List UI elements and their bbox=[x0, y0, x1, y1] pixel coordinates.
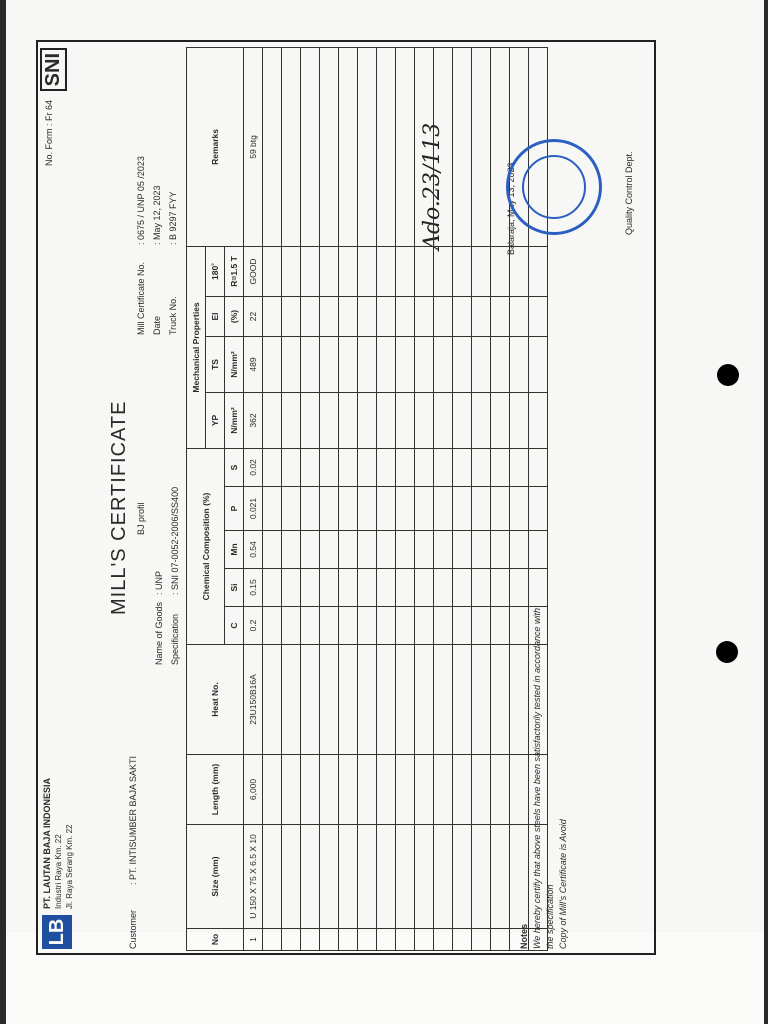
cell-no: 1 bbox=[244, 929, 263, 951]
empty-table-row bbox=[472, 47, 491, 950]
empty-cell bbox=[396, 448, 415, 486]
empty-cell bbox=[339, 246, 358, 296]
company-logo: LB bbox=[42, 915, 72, 949]
notes-line-2: the specification bbox=[545, 884, 555, 949]
empty-cell bbox=[320, 336, 339, 392]
empty-cell bbox=[282, 392, 301, 448]
empty-cell bbox=[510, 487, 529, 531]
empty-table-row bbox=[282, 47, 301, 950]
empty-cell bbox=[453, 825, 472, 929]
empty-cell bbox=[320, 645, 339, 755]
empty-cell bbox=[301, 246, 320, 296]
empty-cell bbox=[339, 487, 358, 531]
empty-cell bbox=[358, 487, 377, 531]
empty-cell bbox=[320, 607, 339, 645]
empty-cell bbox=[377, 645, 396, 755]
empty-cell bbox=[491, 487, 510, 531]
empty-cell bbox=[339, 336, 358, 392]
empty-cell bbox=[320, 448, 339, 486]
empty-cell bbox=[529, 246, 548, 296]
empty-cell bbox=[472, 645, 491, 755]
empty-cell bbox=[453, 531, 472, 569]
empty-table-row bbox=[320, 47, 339, 950]
empty-cell bbox=[301, 448, 320, 486]
empty-cell bbox=[263, 448, 282, 486]
empty-cell bbox=[377, 296, 396, 336]
empty-cell bbox=[453, 569, 472, 607]
cell-yp: 362 bbox=[244, 392, 263, 448]
empty-cell bbox=[320, 825, 339, 929]
empty-cell bbox=[339, 825, 358, 929]
empty-cell bbox=[434, 392, 453, 448]
empty-cell bbox=[415, 929, 434, 951]
empty-cell bbox=[358, 607, 377, 645]
empty-cell bbox=[301, 607, 320, 645]
col-header-mn: Mn bbox=[225, 531, 244, 569]
empty-cell bbox=[263, 825, 282, 929]
empty-cell bbox=[529, 531, 548, 569]
table-row bbox=[244, 47, 263, 950]
specification-value: : SNI 07-0052-2006/SS400 bbox=[170, 486, 180, 595]
empty-cell bbox=[453, 929, 472, 951]
empty-cell bbox=[263, 487, 282, 531]
empty-cell bbox=[282, 531, 301, 569]
empty-table-row bbox=[263, 47, 282, 950]
sign-place-date: Balaraja, May 13, 2023 bbox=[506, 162, 516, 255]
empty-cell bbox=[434, 296, 453, 336]
notes-line-1: We hereby certify that above steels have been satisfactorily tested in accordance with bbox=[532, 607, 542, 949]
empty-cell bbox=[453, 448, 472, 486]
empty-cell bbox=[453, 336, 472, 392]
empty-cell bbox=[491, 531, 510, 569]
empty-cell bbox=[472, 296, 491, 336]
empty-cell bbox=[377, 246, 396, 296]
empty-cell bbox=[282, 246, 301, 296]
cell-bend: GOOD bbox=[244, 246, 263, 296]
empty-cell bbox=[339, 929, 358, 951]
company-name: PT. LAUTAN BAJA INDONESIA bbox=[42, 777, 52, 909]
col-header-s: S bbox=[225, 448, 244, 486]
col-header-p: P bbox=[225, 487, 244, 531]
empty-cell bbox=[282, 645, 301, 755]
empty-cell bbox=[263, 47, 282, 246]
cell-p: 0.021 bbox=[244, 487, 263, 531]
empty-cell bbox=[396, 296, 415, 336]
cell-remarks: 59 btg bbox=[244, 47, 263, 246]
empty-cell bbox=[282, 569, 301, 607]
empty-cell bbox=[415, 296, 434, 336]
empty-cell bbox=[453, 645, 472, 755]
empty-cell bbox=[377, 336, 396, 392]
empty-cell bbox=[472, 448, 491, 486]
empty-cell bbox=[453, 607, 472, 645]
empty-cell bbox=[377, 929, 396, 951]
col-header-length: Length (mm) bbox=[187, 755, 244, 825]
empty-cell bbox=[453, 755, 472, 825]
empty-cell bbox=[358, 569, 377, 607]
empty-table-row bbox=[434, 47, 453, 950]
empty-cell bbox=[491, 336, 510, 392]
date-value: : May 12, 2023 bbox=[152, 185, 162, 245]
empty-cell bbox=[396, 645, 415, 755]
empty-cell bbox=[377, 825, 396, 929]
empty-cell bbox=[472, 531, 491, 569]
cell-mn: 0.54 bbox=[244, 531, 263, 569]
empty-cell bbox=[282, 448, 301, 486]
empty-rows bbox=[263, 47, 548, 950]
empty-cell bbox=[282, 607, 301, 645]
empty-cell bbox=[320, 929, 339, 951]
empty-cell bbox=[472, 607, 491, 645]
col-header-mech: Mechanical Properties bbox=[187, 246, 206, 448]
empty-cell bbox=[415, 487, 434, 531]
empty-cell bbox=[510, 531, 529, 569]
empty-cell bbox=[358, 825, 377, 929]
empty-cell bbox=[339, 645, 358, 755]
empty-cell bbox=[472, 487, 491, 531]
empty-cell bbox=[415, 531, 434, 569]
empty-cell bbox=[377, 448, 396, 486]
empty-cell bbox=[320, 569, 339, 607]
empty-cell bbox=[282, 487, 301, 531]
empty-cell bbox=[472, 392, 491, 448]
empty-cell bbox=[282, 47, 301, 246]
col-header-si: Si bbox=[225, 569, 244, 607]
empty-cell bbox=[434, 487, 453, 531]
empty-cell bbox=[491, 607, 510, 645]
empty-cell bbox=[415, 336, 434, 392]
empty-cell bbox=[510, 569, 529, 607]
empty-cell bbox=[358, 448, 377, 486]
empty-cell bbox=[491, 825, 510, 929]
empty-cell bbox=[415, 825, 434, 929]
empty-cell bbox=[529, 487, 548, 531]
empty-table-row bbox=[339, 47, 358, 950]
empty-cell bbox=[301, 47, 320, 246]
cell-length: 6,000 bbox=[244, 755, 263, 825]
col-header-yp: YP bbox=[206, 392, 225, 448]
empty-cell bbox=[396, 246, 415, 296]
empty-cell bbox=[396, 531, 415, 569]
empty-cell bbox=[510, 336, 529, 392]
empty-cell bbox=[396, 929, 415, 951]
cell-ts: 489 bbox=[244, 336, 263, 392]
empty-cell bbox=[434, 929, 453, 951]
empty-cell bbox=[358, 246, 377, 296]
col-header-bend-unit: R=1.5 T bbox=[225, 246, 244, 296]
empty-cell bbox=[396, 487, 415, 531]
empty-table-row bbox=[301, 47, 320, 950]
empty-cell bbox=[301, 755, 320, 825]
empty-cell bbox=[415, 755, 434, 825]
cell-el: 22 bbox=[244, 296, 263, 336]
empty-cell bbox=[491, 296, 510, 336]
empty-table-row bbox=[396, 47, 415, 950]
empty-cell bbox=[491, 392, 510, 448]
company-address-1: Industri Raya Km. 22 bbox=[54, 834, 63, 909]
cell-size: U 150 X 75 X 6.5 X 10 bbox=[244, 825, 263, 929]
empty-cell bbox=[282, 929, 301, 951]
specification-label: Specification bbox=[170, 613, 180, 665]
certificate-table bbox=[186, 47, 548, 951]
truck-value: : B 9297 FYY bbox=[168, 191, 178, 245]
empty-cell bbox=[377, 487, 396, 531]
empty-cell bbox=[320, 531, 339, 569]
empty-cell bbox=[263, 569, 282, 607]
notes-block bbox=[518, 608, 570, 949]
empty-cell bbox=[263, 607, 282, 645]
document-subtitle: BJ profil bbox=[136, 502, 146, 535]
empty-cell bbox=[396, 607, 415, 645]
empty-cell bbox=[529, 336, 548, 392]
empty-cell bbox=[472, 755, 491, 825]
empty-cell bbox=[263, 929, 282, 951]
empty-cell bbox=[396, 47, 415, 246]
empty-cell bbox=[339, 607, 358, 645]
empty-cell bbox=[415, 607, 434, 645]
empty-table-row bbox=[377, 47, 396, 950]
empty-cell bbox=[396, 755, 415, 825]
empty-cell bbox=[529, 448, 548, 486]
empty-cell bbox=[415, 448, 434, 486]
col-header-ts: TS bbox=[206, 336, 225, 392]
empty-cell bbox=[453, 47, 472, 246]
empty-cell bbox=[377, 47, 396, 246]
empty-cell bbox=[301, 487, 320, 531]
empty-cell bbox=[377, 755, 396, 825]
empty-cell bbox=[358, 336, 377, 392]
empty-cell bbox=[301, 929, 320, 951]
empty-cell bbox=[320, 392, 339, 448]
empty-table-row bbox=[358, 47, 377, 950]
empty-cell bbox=[339, 47, 358, 246]
col-header-size: Size (mm) bbox=[187, 825, 244, 929]
goods-label: Name of Goods bbox=[154, 601, 164, 665]
truck-label: Truck No. bbox=[168, 296, 178, 335]
punch-hole-bottom bbox=[716, 641, 738, 663]
col-header-ts-unit: N/mm² bbox=[225, 336, 244, 392]
company-stamp bbox=[506, 139, 602, 235]
empty-table-row bbox=[415, 47, 434, 950]
col-header-el: El bbox=[206, 296, 225, 336]
empty-cell bbox=[320, 487, 339, 531]
empty-cell bbox=[339, 392, 358, 448]
notes-heading: Notes bbox=[519, 923, 529, 949]
empty-cell bbox=[529, 569, 548, 607]
empty-cell bbox=[434, 246, 453, 296]
empty-cell bbox=[453, 392, 472, 448]
empty-cell bbox=[320, 755, 339, 825]
empty-cell bbox=[434, 607, 453, 645]
notes-line-3: Copy of Mill's Certificate is Avoid bbox=[558, 819, 568, 949]
empty-cell bbox=[301, 569, 320, 607]
sni-logo: SNI bbox=[40, 48, 67, 91]
handwritten-note: Ado.23/113 bbox=[420, 122, 445, 250]
empty-cell bbox=[472, 825, 491, 929]
col-header-c: C bbox=[225, 607, 244, 645]
empty-cell bbox=[434, 448, 453, 486]
empty-cell bbox=[472, 47, 491, 246]
col-header-chem: Chemical Composition (%) bbox=[187, 448, 225, 644]
empty-cell bbox=[453, 296, 472, 336]
empty-cell bbox=[491, 929, 510, 951]
empty-cell bbox=[472, 929, 491, 951]
empty-cell bbox=[415, 392, 434, 448]
empty-cell bbox=[415, 569, 434, 607]
empty-cell bbox=[453, 487, 472, 531]
empty-cell bbox=[320, 47, 339, 246]
empty-cell bbox=[320, 246, 339, 296]
date-label: Date bbox=[152, 315, 162, 335]
empty-cell bbox=[377, 531, 396, 569]
empty-cell bbox=[396, 569, 415, 607]
empty-cell bbox=[358, 47, 377, 246]
goods-value: : UNP bbox=[154, 570, 164, 595]
empty-cell bbox=[491, 569, 510, 607]
empty-cell bbox=[510, 392, 529, 448]
empty-cell bbox=[301, 296, 320, 336]
empty-cell bbox=[415, 246, 434, 296]
empty-cell bbox=[339, 755, 358, 825]
empty-cell bbox=[263, 645, 282, 755]
empty-cell bbox=[472, 569, 491, 607]
empty-cell bbox=[434, 47, 453, 246]
empty-cell bbox=[282, 825, 301, 929]
empty-cell bbox=[491, 448, 510, 486]
empty-cell bbox=[529, 392, 548, 448]
empty-cell bbox=[358, 531, 377, 569]
mill-certificate-document bbox=[36, 40, 656, 955]
empty-cell bbox=[301, 392, 320, 448]
col-header-yp-unit: N/mm² bbox=[225, 392, 244, 448]
empty-cell bbox=[434, 825, 453, 929]
cell-heat: 23U150B16A bbox=[244, 645, 263, 755]
empty-cell bbox=[377, 569, 396, 607]
empty-table-row bbox=[453, 47, 472, 950]
stamp-center bbox=[522, 155, 586, 219]
empty-cell bbox=[396, 392, 415, 448]
empty-cell bbox=[320, 296, 339, 336]
empty-cell bbox=[434, 755, 453, 825]
empty-cell bbox=[301, 645, 320, 755]
empty-cell bbox=[301, 825, 320, 929]
mill-cert-label: Mill Certificate No. bbox=[136, 261, 146, 335]
empty-cell bbox=[263, 755, 282, 825]
empty-cell bbox=[491, 645, 510, 755]
empty-cell bbox=[472, 336, 491, 392]
empty-cell bbox=[339, 531, 358, 569]
col-header-no: No bbox=[187, 929, 244, 951]
empty-cell bbox=[263, 531, 282, 569]
sign-dept: Quality Control Dept. bbox=[624, 151, 634, 235]
punch-hole-top bbox=[717, 364, 739, 386]
empty-cell bbox=[529, 296, 548, 336]
empty-cell bbox=[415, 47, 434, 246]
empty-cell bbox=[415, 645, 434, 755]
mill-cert-value: : 0675 / UNP 05 /2023 bbox=[136, 156, 146, 245]
empty-cell bbox=[263, 336, 282, 392]
col-header-remarks: Remarks bbox=[187, 47, 244, 246]
empty-cell bbox=[434, 336, 453, 392]
empty-cell bbox=[491, 755, 510, 825]
empty-cell bbox=[434, 569, 453, 607]
empty-cell bbox=[396, 336, 415, 392]
empty-cell bbox=[358, 645, 377, 755]
empty-cell bbox=[358, 929, 377, 951]
empty-cell bbox=[282, 296, 301, 336]
empty-cell bbox=[263, 246, 282, 296]
col-header-bend: 180˚ bbox=[206, 246, 225, 296]
empty-cell bbox=[358, 296, 377, 336]
empty-cell bbox=[339, 448, 358, 486]
empty-cell bbox=[301, 531, 320, 569]
empty-cell bbox=[434, 645, 453, 755]
empty-cell bbox=[472, 246, 491, 296]
empty-cell bbox=[263, 296, 282, 336]
cell-s: 0.02 bbox=[244, 448, 263, 486]
empty-cell bbox=[434, 531, 453, 569]
empty-cell bbox=[396, 825, 415, 929]
empty-cell bbox=[510, 448, 529, 486]
empty-cell bbox=[282, 336, 301, 392]
company-address-2: Jl. Raya Serang Km. 22 bbox=[65, 824, 74, 909]
empty-cell bbox=[282, 755, 301, 825]
empty-cell bbox=[263, 392, 282, 448]
empty-cell bbox=[339, 296, 358, 336]
empty-cell bbox=[377, 392, 396, 448]
customer-label: Customer bbox=[128, 909, 138, 949]
document-title: MILL'S CERTIFICATE bbox=[108, 400, 130, 615]
empty-cell bbox=[453, 246, 472, 296]
empty-cell bbox=[358, 392, 377, 448]
empty-cell bbox=[339, 569, 358, 607]
col-header-heat: Heat No. bbox=[187, 645, 244, 755]
empty-cell bbox=[510, 296, 529, 336]
customer-value: : PT. INTISUMBER BAJA SAKTI bbox=[128, 755, 138, 885]
col-header-el-unit: (%) bbox=[225, 296, 244, 336]
form-number: No. Form : Fr 64 bbox=[44, 100, 54, 167]
company-info bbox=[42, 778, 75, 909]
empty-cell bbox=[301, 336, 320, 392]
cell-c: 0.2 bbox=[244, 607, 263, 645]
empty-cell bbox=[358, 755, 377, 825]
empty-cell bbox=[377, 607, 396, 645]
cell-si: 0.15 bbox=[244, 569, 263, 607]
